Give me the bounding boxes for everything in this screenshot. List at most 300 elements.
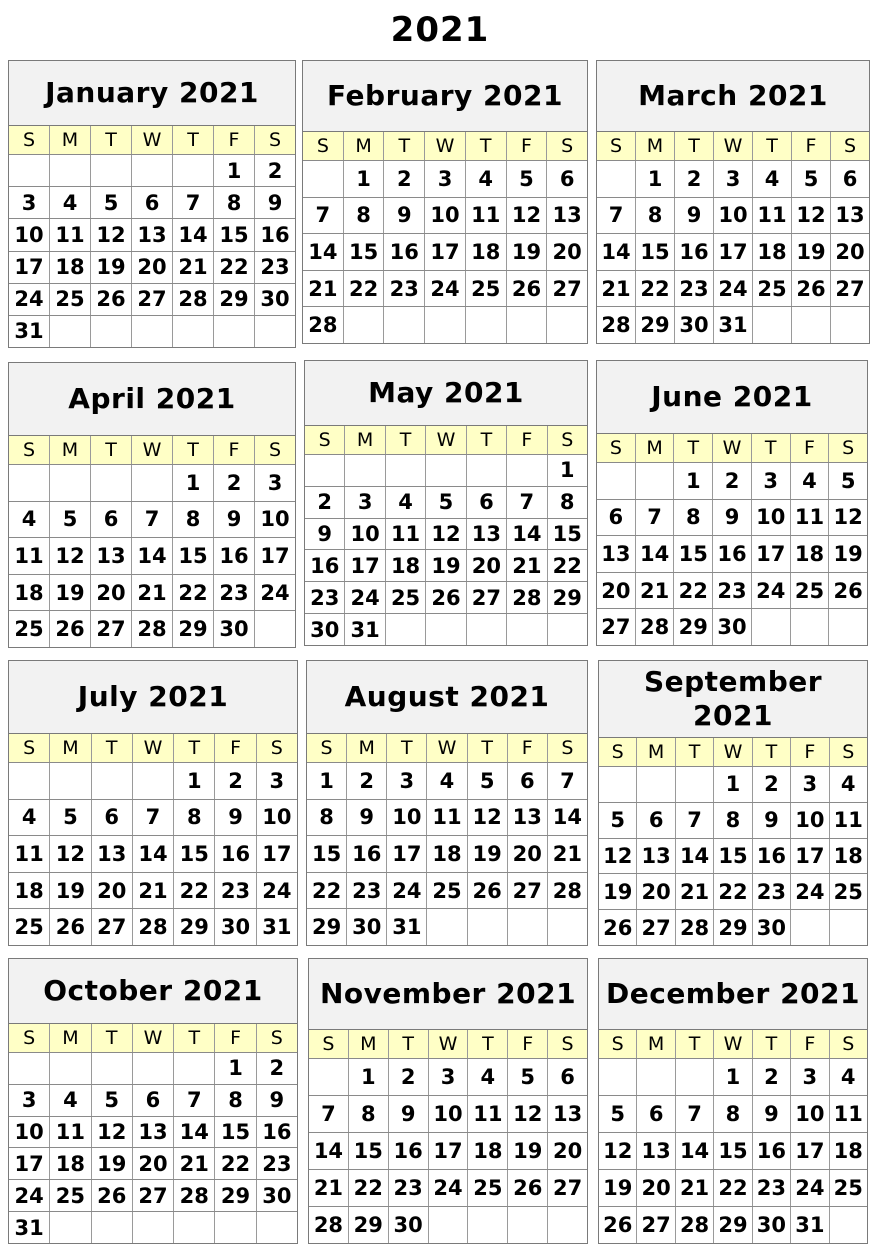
day-cell: 27 [91,611,132,647]
day-cell: 7 [309,1096,349,1132]
day-cell: 13 [467,519,507,550]
weekday-label: T [467,426,507,454]
week-row [307,873,587,910]
weekday-label: S [268,129,282,151]
weekday-label: F [507,426,547,454]
day-cell: 27 [92,909,133,945]
day-cell: 15 [349,1133,389,1169]
day-cell: 13 [91,538,132,574]
day-cell: 1 [714,1059,752,1095]
day-cell: 10 [752,500,791,536]
day-cell: 25 [386,582,426,613]
weekday-header-row [9,126,295,155]
weekday-header-row [307,734,587,763]
day-cell: 1 [674,463,713,499]
day-cell: 27 [552,276,582,301]
day-cell [466,307,507,343]
weekday-header-row [303,132,587,161]
day-cell: 4 [466,161,507,197]
weekday-label: M [637,1030,675,1058]
week-row [309,1096,587,1133]
day-cell: 18 [833,843,863,868]
day-cell: 26 [50,611,91,647]
day-cell: 18 [9,575,50,611]
day-cell: 24 [429,1170,469,1206]
day-cell: 21 [133,873,174,909]
day-cell: 3 [714,161,753,197]
week-row [599,767,867,803]
day-cell: 22 [714,874,752,909]
weekday-label: S [561,1033,574,1055]
weekday-label: T [676,738,714,766]
day-cell [173,316,214,347]
day-cell: 15 [214,219,255,250]
day-cell: 2 [384,161,425,197]
month-title: June 2021 [597,361,867,434]
week-row [599,874,867,910]
week-row [9,219,295,251]
day-cell: 11 [833,808,863,833]
weekday-label: W [425,132,466,160]
day-cell [637,1059,675,1095]
day-cell: 20 [552,1139,583,1163]
week-row [599,1059,867,1096]
week-row [309,1133,587,1170]
day-cell: 31 [345,614,385,645]
week-row [9,1053,297,1085]
day-cell: 29 [307,909,347,945]
day-cell [548,614,587,645]
day-cell: 5 [468,763,508,799]
day-cell: 30 [262,1183,292,1208]
day-cell: 26 [468,873,508,909]
day-cell: 3 [9,187,50,218]
day-cell: 19 [599,874,637,909]
weekday-label: S [561,737,574,759]
day-cell [174,1212,215,1243]
weekday-label: T [173,126,214,154]
day-cell [303,161,344,197]
week-row [597,463,867,500]
day-cell: 18 [386,550,426,581]
day-cell: 12 [599,1133,637,1169]
day-cell: 3 [791,1059,829,1095]
day-cell: 2 [389,1059,429,1095]
weekday-label: T [387,734,427,762]
day-cell: 7 [676,803,714,838]
day-cell: 30 [753,1207,791,1243]
week-row [597,536,867,573]
day-cell [429,1207,469,1243]
month-title: May 2021 [305,361,587,426]
weekday-label: S [9,734,50,762]
day-cell: 1 [349,1059,389,1095]
weekday-label: F [791,1030,829,1058]
weekday-label: W [714,738,752,766]
weekday-label: S [307,734,347,762]
month-calendar [308,958,588,1244]
day-cell: 25 [833,879,863,904]
weekday-label: T [753,132,792,160]
day-cell: 17 [714,234,753,270]
day-cell: 4 [753,161,792,197]
weekday-label: S [561,135,574,157]
day-cell: 10 [791,803,829,838]
weekday-label: S [309,1030,349,1058]
day-cell [255,316,295,347]
day-cell: 14 [676,839,714,874]
week-row [303,234,587,271]
day-cell: 5 [50,502,91,538]
day-cell: 6 [91,502,132,538]
weekday-label: S [9,126,50,154]
day-cell: 29 [636,307,675,343]
day-cell: 9 [675,198,714,234]
day-cell: 3 [267,470,283,495]
weekday-label: T [91,126,132,154]
day-cell: 11 [9,836,50,872]
day-cell [676,767,714,802]
day-cell: 27 [467,582,507,613]
week-row [307,909,587,945]
day-cell: 3 [345,487,385,518]
day-cell: 8 [674,500,713,536]
day-cell: 17 [791,1133,829,1169]
weekday-header-row [599,738,867,767]
day-cell: 26 [91,284,132,315]
day-cell: 15 [174,836,215,872]
day-cell: 7 [507,487,547,518]
day-cell: 24 [714,271,753,307]
weekday-header-row [309,1030,587,1059]
day-cell: 24 [425,271,466,307]
weekday-label: T [675,132,714,160]
day-cell: 18 [50,252,91,283]
day-cell: 30 [675,307,714,343]
day-cell: 5 [92,1085,133,1116]
weekday-label: M [50,734,91,762]
day-cell: 17 [9,1148,50,1179]
week-row [9,465,295,502]
weekday-label: W [429,1030,469,1058]
month-title: December 2021 [599,959,867,1030]
day-cell [599,767,637,802]
week-row [9,252,295,284]
week-row [305,519,587,551]
day-cell [9,465,50,501]
day-cell: 25 [9,909,50,945]
day-cell: 10 [387,800,427,836]
day-cell: 24 [9,284,50,315]
day-cell: 15 [552,522,582,547]
day-cell: 20 [637,1170,675,1206]
day-cell: 4 [9,800,50,836]
day-cell [637,767,675,802]
day-cell: 25 [468,1170,508,1206]
day-cell: 9 [305,519,345,550]
day-cell [386,614,426,645]
day-cell [791,910,829,945]
day-cell: 15 [173,538,214,574]
day-cell: 8 [174,800,215,836]
day-cell [255,611,295,647]
day-cell: 16 [214,538,255,574]
day-cell [92,1053,133,1084]
day-cell: 19 [507,234,548,270]
week-row [305,487,587,519]
day-cell [344,307,385,343]
day-cell: 4 [9,502,50,538]
day-cell: 13 [597,536,636,572]
week-row [9,800,297,837]
weekday-label: M [347,734,387,762]
day-cell: 3 [387,763,427,799]
weekday-label: S [599,1030,637,1058]
day-cell: 25 [9,611,50,647]
day-cell: 30 [260,287,290,312]
day-cell: 16 [753,839,791,874]
day-cell: 10 [260,507,290,532]
day-cell: 29 [214,284,255,315]
day-cell [50,763,91,799]
week-row [303,307,587,343]
weekday-label: T [386,426,426,454]
day-cell: 2 [215,763,256,799]
day-cell: 23 [262,1151,292,1176]
weekday-label: W [132,126,173,154]
day-cell: 16 [675,234,714,270]
month-calendar [596,60,870,344]
day-cell: 10 [425,198,466,234]
day-cell: 11 [50,1117,91,1148]
weekday-label: F [215,1024,256,1052]
week-row [597,609,867,645]
day-cell: 16 [753,1133,791,1169]
day-cell: 12 [599,839,637,874]
weekday-label: S [842,741,855,763]
day-cell: 29 [714,1207,752,1243]
day-cell: 23 [675,271,714,307]
day-cell: 26 [50,909,91,945]
day-cell [829,609,867,645]
day-cell: 23 [753,874,791,909]
month-title: February 2021 [303,61,587,132]
day-cell: 7 [560,768,575,793]
day-cell: 22 [636,271,675,307]
day-cell: 12 [91,219,132,250]
day-cell: 30 [347,909,387,945]
day-cell [133,1053,174,1084]
day-cell: 16 [713,536,752,572]
week-row [9,763,297,800]
day-cell: 6 [842,166,858,191]
day-cell: 15 [215,1117,256,1148]
day-cell: 24 [752,573,791,609]
day-cell: 21 [173,252,214,283]
weekday-label: W [132,436,173,464]
day-cell [547,307,587,343]
week-row [599,1096,867,1133]
day-cell: 11 [386,519,426,550]
weekday-label: M [50,436,91,464]
day-cell: 21 [636,573,675,609]
week-row [597,161,869,198]
day-cell: 5 [507,161,548,197]
weekday-label: F [792,132,831,160]
week-row [9,1180,297,1212]
day-cell: 1 [714,767,752,802]
day-cell: 23 [305,582,345,613]
weekday-label: M [636,132,675,160]
day-cell: 29 [674,609,713,645]
day-cell: 11 [753,198,792,234]
day-cell: 31 [9,316,50,347]
weekday-label: S [597,132,636,160]
weekday-label: S [268,439,282,461]
day-cell: 25 [833,1176,863,1200]
day-cell: 15 [344,234,385,270]
week-row [599,1207,867,1243]
weekday-label: T [389,1030,429,1058]
day-cell: 20 [133,1148,174,1179]
day-cell: 8 [214,187,255,218]
day-cell: 5 [91,187,132,218]
weekday-label: T [676,1030,714,1058]
day-cell: 3 [425,161,466,197]
day-cell: 12 [92,1117,133,1148]
week-row [303,161,587,198]
day-cell: 27 [637,910,675,945]
weekday-label: M [345,426,385,454]
day-cell: 31 [714,307,753,343]
day-cell: 28 [309,1207,349,1243]
weekday-label: T [92,734,133,762]
weekday-label: S [9,436,50,464]
day-cell: 1 [344,161,385,197]
day-cell: 13 [132,219,173,250]
week-row [599,1133,867,1170]
day-cell: 22 [349,1170,389,1206]
day-cell: 14 [133,836,174,872]
day-cell: 22 [714,1170,752,1206]
month-title: November 2021 [309,959,587,1030]
day-cell: 14 [676,1133,714,1169]
day-cell [468,909,508,945]
week-row [9,155,295,187]
day-cell: 12 [468,800,508,836]
day-cell: 26 [507,271,548,307]
day-cell: 7 [133,800,174,836]
day-cell: 13 [508,800,548,836]
weekday-label: F [508,1030,548,1058]
day-cell: 9 [214,502,255,538]
day-cell: 17 [345,550,385,581]
day-cell [752,609,791,645]
week-row [305,582,587,614]
day-cell: 23 [215,873,256,909]
day-cell [305,455,345,486]
day-cell: 30 [214,611,255,647]
week-row [597,198,869,235]
day-cell: 28 [552,878,583,903]
day-cell: 9 [753,1096,791,1132]
day-cell: 18 [791,536,830,572]
day-cell: 3 [752,463,791,499]
day-cell: 24 [387,873,427,909]
day-cell: 14 [303,234,344,270]
day-cell: 29 [215,1180,256,1211]
day-cell: 17 [260,543,290,568]
day-cell: 28 [636,609,675,645]
day-cell: 7 [132,502,173,538]
day-cell: 22 [344,271,385,307]
weekday-label: M [344,132,385,160]
day-cell: 5 [50,800,91,836]
day-cell: 10 [345,519,385,550]
weekday-label: T [384,132,425,160]
day-cell: 18 [833,1139,863,1163]
day-cell [345,455,385,486]
day-cell: 19 [50,575,91,611]
day-cell: 8 [344,198,385,234]
day-cell [133,1212,174,1243]
day-cell [507,307,548,343]
day-cell: 14 [173,219,214,250]
day-cell: 3 [791,767,829,802]
day-cell: 6 [637,1096,675,1132]
week-row [597,500,867,537]
day-cell: 24 [9,1180,50,1211]
day-cell: 26 [599,1207,637,1243]
day-cell [9,1053,50,1084]
day-cell: 21 [132,575,173,611]
day-cell: 27 [552,1176,583,1200]
day-cell: 18 [753,234,792,270]
day-cell: 22 [307,873,347,909]
day-cell: 23 [214,575,255,611]
day-cell: 18 [466,234,507,270]
weekday-label: F [214,436,255,464]
day-cell: 19 [792,234,831,270]
day-cell: 5 [792,161,831,197]
day-cell: 5 [599,1096,637,1132]
day-cell: 10 [714,198,753,234]
weekday-label: T [92,1024,133,1052]
weekday-label: W [714,132,753,160]
day-cell: 14 [636,536,675,572]
day-cell: 30 [305,614,345,645]
day-cell: 27 [132,284,173,315]
day-cell: 4 [791,463,830,499]
week-row [9,502,295,539]
weekday-label: F [214,126,255,154]
day-cell: 29 [173,611,214,647]
day-cell: 17 [791,839,829,874]
day-cell [427,909,467,945]
week-row [9,873,297,910]
day-cell: 26 [833,578,863,603]
day-cell: 5 [599,803,637,838]
day-cell: 9 [347,800,387,836]
day-cell: 19 [833,541,863,566]
day-cell: 12 [508,1096,548,1132]
day-cell: 12 [833,505,863,530]
day-cell: 11 [50,219,91,250]
day-cell: 1 [174,763,215,799]
week-row [9,316,295,347]
month-calendar [8,362,296,648]
day-cell: 30 [753,910,791,945]
